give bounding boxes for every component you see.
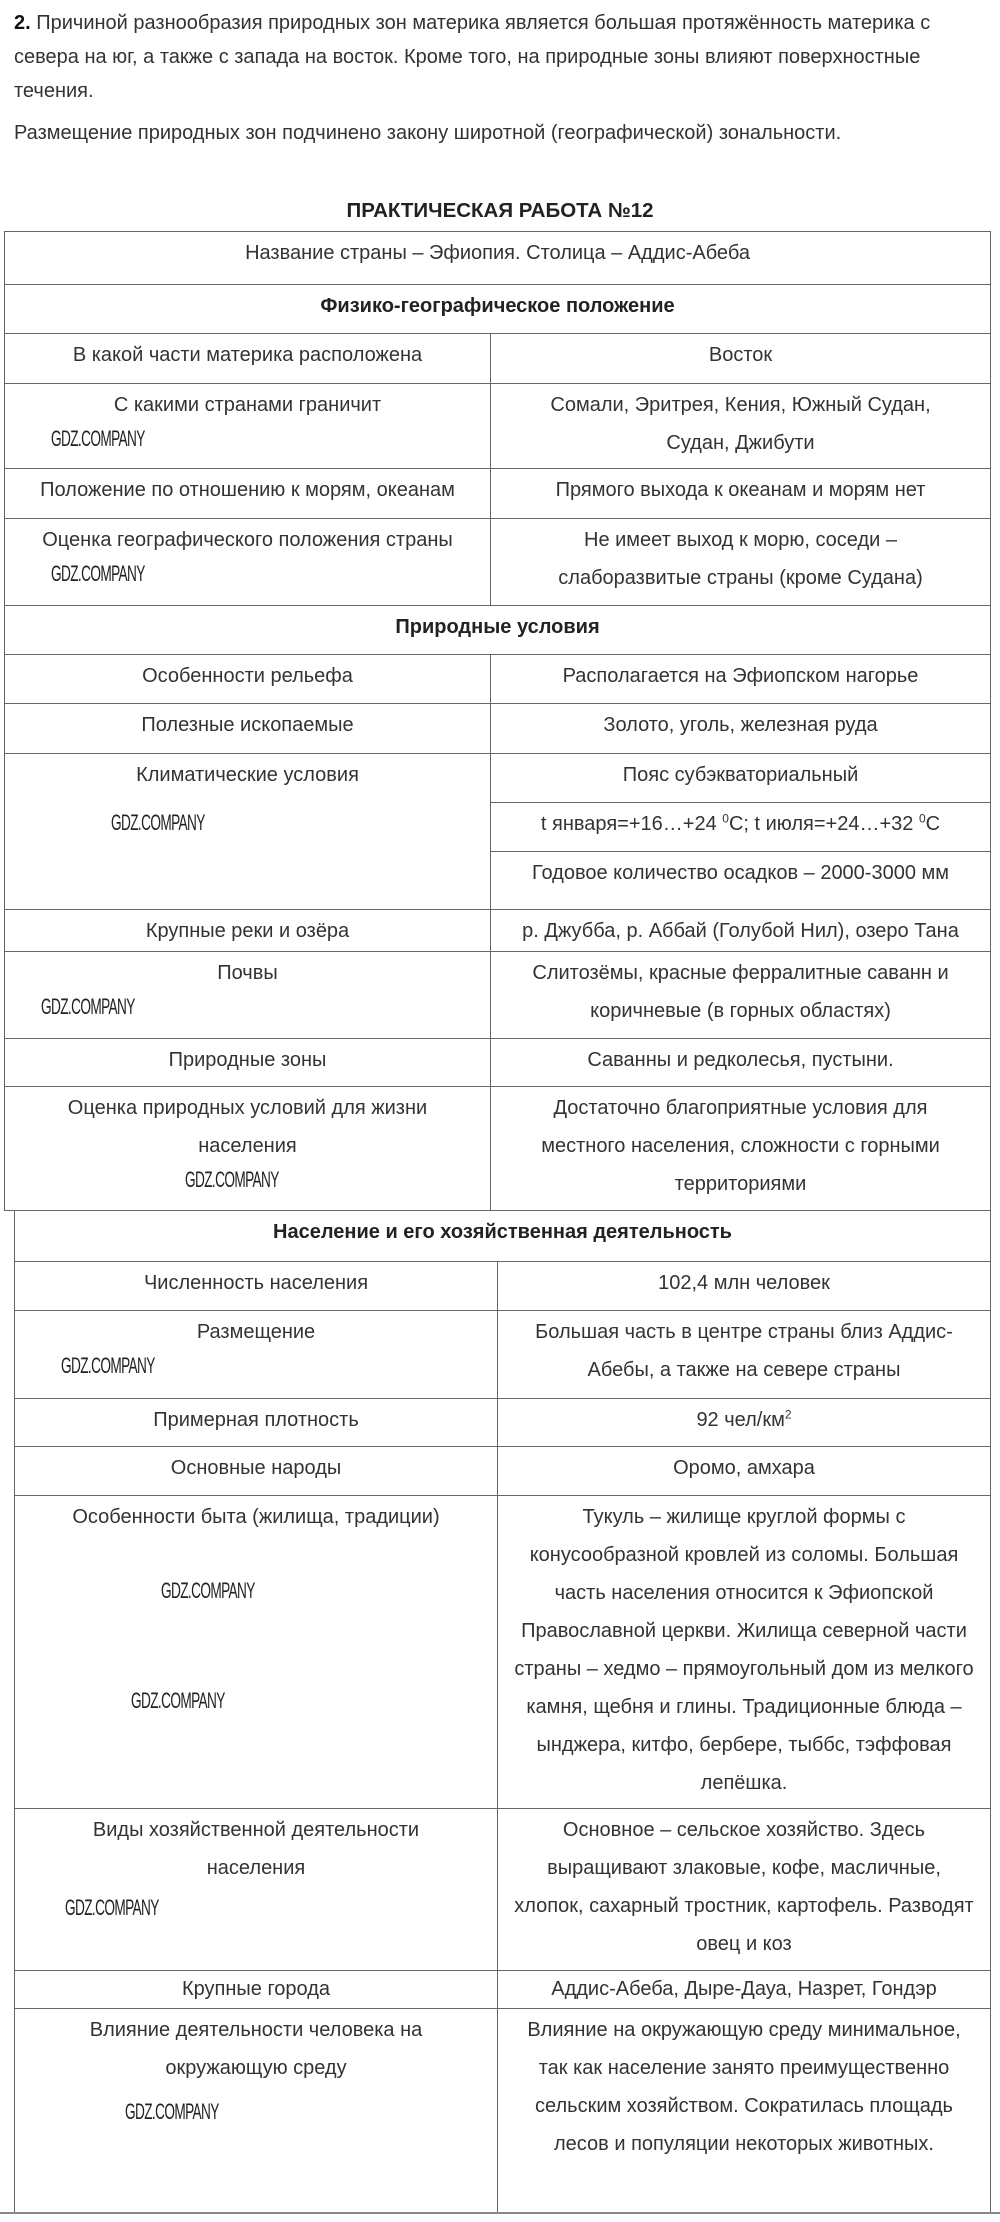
row-answer: Саванны и редколесья, пустыни. xyxy=(491,1039,991,1087)
table-row xyxy=(5,519,991,606)
task-number: 2. xyxy=(14,12,31,34)
table-row xyxy=(15,1447,991,1496)
section-heading: Природные условия xyxy=(5,606,991,655)
page-footer-rule xyxy=(0,2212,1000,2222)
intro-text xyxy=(14,6,999,150)
watermark: GDZ.COMPANY xyxy=(51,426,145,451)
watermark: GDZ.COMPANY xyxy=(125,2099,219,2124)
density-exponent: 2 xyxy=(784,1407,792,1422)
table-row xyxy=(5,1039,991,1087)
row-question: Особенности быта (жилища, традиции) xyxy=(72,1506,440,1528)
climate-precipitation: Годовое количество осадков – 2000-3000 мм xyxy=(491,852,991,910)
page-title: ПРАКТИЧЕСКАЯ РАБОТА №12 xyxy=(346,199,654,222)
row-answer: Слитозёмы, красные ферралитные саванн и коричневые (в горных областях) xyxy=(491,952,991,1039)
row-question: Виды хозяйственной деятельности населения xyxy=(92,1819,420,1879)
watermark-line xyxy=(65,1893,447,1923)
population-table xyxy=(14,1210,991,2213)
table-row xyxy=(5,952,991,1039)
row-question-cell xyxy=(5,952,491,1039)
row-answer: Основное – сельское хозяйство. Здесь выращивают злаковые, кофе, масличные, хлопок, сахарный тростник, картофель. Разводят овец и коз xyxy=(498,1809,991,1971)
table-row xyxy=(15,1971,991,2009)
watermark-line xyxy=(11,992,484,1022)
intro-p1-text: Причиной разнообразия природных зон материка является большая протяжённость материка с севера на юг, а также с запада на восток. Кроме того, на природные зоны влияют поверхностные течения. xyxy=(14,12,931,102)
row-answer: р. Джубба, р. Аббай (Голубой Нил), озеро Тана xyxy=(491,910,991,952)
row-question-cell xyxy=(15,1311,498,1399)
row-question-cell xyxy=(5,519,491,606)
watermark: GDZ.COMPANY xyxy=(185,1167,279,1192)
row-question: Крупные города xyxy=(15,1971,498,2009)
row-answer xyxy=(498,1399,991,1447)
table-row xyxy=(15,2009,991,2213)
climate-temperature xyxy=(491,803,991,852)
row-question: Крупные реки и озёра xyxy=(5,910,491,952)
row-question: Оценка природных условий для жизни населения xyxy=(67,1097,428,1157)
table-row xyxy=(15,1809,991,1971)
country-row: Название страны – Эфиопия. Столица – Аддис-Абеба xyxy=(5,232,991,285)
section-heading: Физико-географическое положение xyxy=(5,285,991,334)
row-answer: Достаточно благоприятные условия для местного населения, сложности с горными территориями xyxy=(491,1087,991,1211)
table-row xyxy=(15,1262,991,1311)
table-row xyxy=(5,334,991,384)
watermark-line xyxy=(35,1165,460,1195)
temp-unit: C xyxy=(925,813,941,835)
row-answer: Тукуль – жилище круглой формы с конусообразной кровлей из соломы. Большая часть населения относится к Эфиопской Православной церкви. Жилища северной части страны – хедмо – прямоугольный дом из мелкого камня, щебня и глины. Традиционные блюда – ынджера, китфо, бербере, тыббс, тэффовая лепёшка. xyxy=(498,1496,991,1809)
row-answer: Оромо, амхара xyxy=(498,1447,991,1496)
watermark-line xyxy=(11,808,484,838)
row-question: Размещение xyxy=(196,1321,316,1343)
temp-january: t января=+16…+24 xyxy=(540,813,723,835)
row-question: С какими странами граничит xyxy=(113,394,382,416)
table-row xyxy=(5,704,991,754)
row-answer: Сомали, Эритрея, Кения, Южный Судан, Судан, Джибути xyxy=(491,384,991,469)
watermark-line xyxy=(11,424,484,454)
watermark: GDZ.COMPANY xyxy=(41,994,135,1019)
watermark: GDZ.COMPANY xyxy=(65,1895,159,1920)
table-row xyxy=(15,1496,991,1809)
row-question-cell xyxy=(5,754,491,910)
row-question: В какой части материка расположена xyxy=(5,334,491,384)
row-answer: Не имеет выход к морю, соседи – слаборазвитые страны (кроме Судана) xyxy=(491,519,991,606)
row-question-cell xyxy=(5,1087,491,1211)
row-question: Природные зоны xyxy=(5,1039,491,1087)
watermark: GDZ.COMPANY xyxy=(51,561,145,586)
temp-july: C; t июля=+24…+32 xyxy=(728,813,919,835)
row-question: Численность населения xyxy=(15,1262,498,1311)
row-question: Основные народы xyxy=(15,1447,498,1496)
row-answer: Аддис-Абеба, Дыре-Дауа, Назрет, Гондэр xyxy=(498,1971,991,2009)
intro-paragraph-2: Размещение природных зон подчинено закону широтной (географической) зональности. xyxy=(14,122,842,144)
row-answer: Золото, уголь, железная руда xyxy=(491,704,991,754)
table-row xyxy=(5,469,991,519)
watermark-line xyxy=(21,1686,491,1716)
row-answer: Восток xyxy=(491,334,991,384)
row-question: Оценка географического положения страны xyxy=(42,529,453,551)
intro-paragraph-1 xyxy=(14,6,944,108)
row-answer: Большая часть в центре страны близ Аддис-Абебы, а также на севере страны xyxy=(498,1311,991,1399)
row-answer: Располагается на Эфиопском нагорье xyxy=(491,655,991,704)
row-question: Почвы xyxy=(217,962,278,984)
table-row xyxy=(5,1087,991,1211)
watermark-line xyxy=(21,1351,491,1381)
watermark: GDZ.COMPANY xyxy=(61,1353,155,1378)
watermark-line xyxy=(55,2097,457,2127)
row-question: Особенности рельефа xyxy=(5,655,491,704)
row-question: Влияние деятельности человека на окружающую среду xyxy=(89,2019,423,2079)
row-answer: Влияние на окружающую среду минимальное, так как население занято преимущественно сельским хозяйством. Сократилась площадь лесов и популяции некоторых животных. xyxy=(498,2009,991,2213)
table-row xyxy=(15,1399,991,1447)
watermark-line xyxy=(21,1576,491,1606)
row-answer: 102,4 млн человек xyxy=(498,1262,991,1311)
table-row xyxy=(5,384,991,469)
climate-belt: Пояс субэкваториальный xyxy=(491,754,991,803)
watermark: GDZ.COMPANY xyxy=(161,1578,255,1603)
physical-geography-table xyxy=(4,231,991,1211)
degree: 0 xyxy=(722,811,729,826)
degree: 0 xyxy=(918,811,926,826)
row-question-cell xyxy=(15,1809,498,1971)
section-heading: Население и его хозяйственная деятельность xyxy=(15,1211,991,1262)
watermark: GDZ.COMPANY xyxy=(111,810,205,835)
row-question: Климатические условия xyxy=(136,764,359,786)
table-row xyxy=(5,910,991,952)
row-question-cell xyxy=(5,384,491,469)
row-question: Примерная плотность xyxy=(15,1399,498,1447)
table-row xyxy=(5,754,991,803)
row-question: Полезные ископаемые xyxy=(5,704,491,754)
row-question-cell xyxy=(15,1496,498,1809)
watermark: GDZ.COMPANY xyxy=(131,1688,225,1713)
table-row xyxy=(15,1311,991,1399)
watermark-line xyxy=(11,559,484,589)
density-value: 92 чел/км xyxy=(696,1409,785,1431)
row-question-cell xyxy=(15,2009,498,2213)
row-answer: Прямого выхода к океанам и морям нет xyxy=(491,469,991,519)
table-row xyxy=(5,655,991,704)
row-question: Положение по отношению к морям, океанам xyxy=(5,469,491,519)
